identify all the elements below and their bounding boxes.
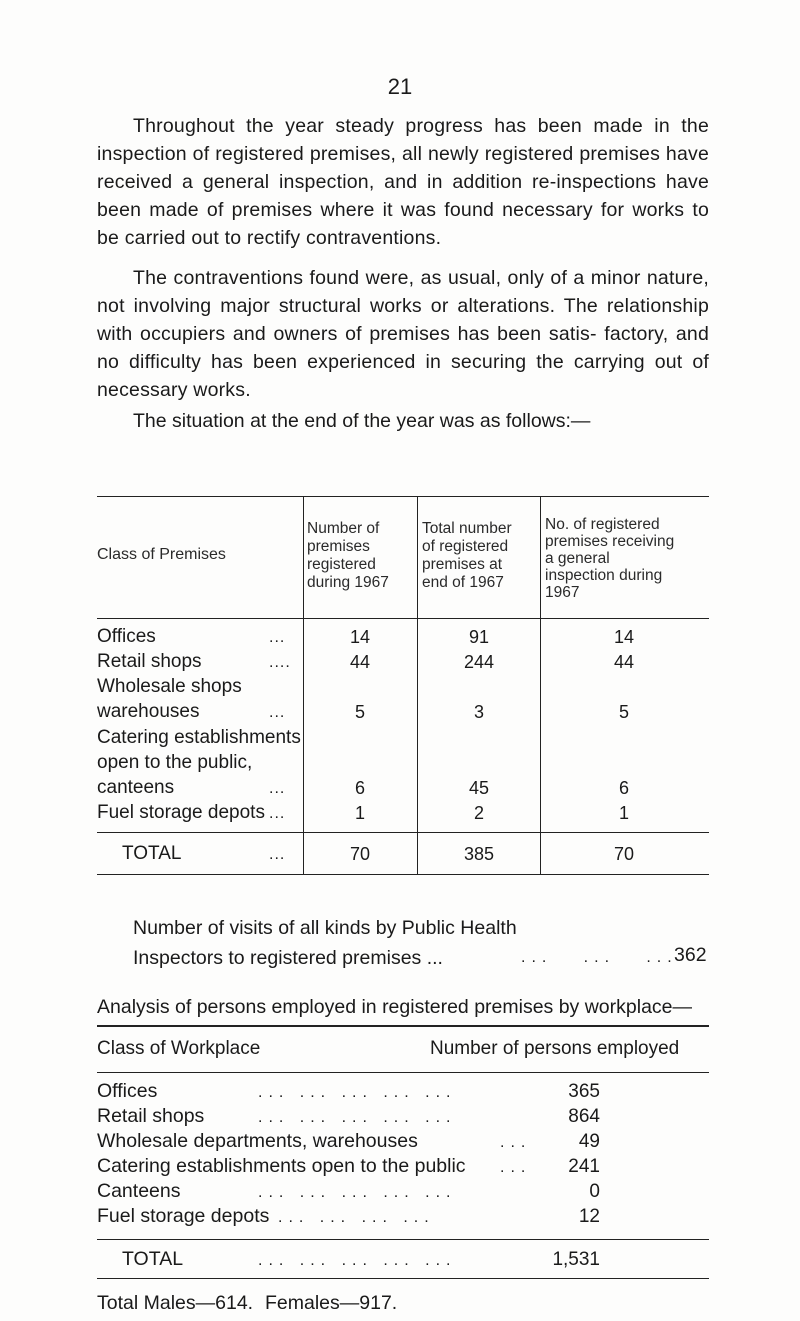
- paragraph-contraventions-text: The contraventions found were, as usual, only of a minor nature, not involving major structural works or alterations. The relationship with occupiers and owners of premises has been satis- factory, and no difficulty has been experienced in securing the carrying out of necessary works.: [97, 267, 709, 401]
- workplace-header-employed: Number of persons employed: [430, 1038, 680, 1059]
- header-total: Total number of registered premises at end of 1967: [422, 520, 512, 591]
- cell-registered: 6: [354, 778, 365, 798]
- total-total: 385: [463, 844, 495, 864]
- row-label: Wholesale departments, warehouses: [97, 1130, 418, 1152]
- cell-total: 45: [468, 778, 490, 798]
- row-label-cont: warehouses: [97, 701, 200, 722]
- total-label: TOTAL: [122, 1248, 184, 1270]
- premises-rule-header: [97, 618, 709, 619]
- premises-rule-bottom: [97, 874, 709, 875]
- row-label: Offices: [97, 626, 156, 647]
- row-value: 12: [578, 1206, 600, 1227]
- premises-vline-1: [303, 496, 304, 874]
- cell-inspected: 14: [613, 627, 635, 647]
- visits-line-2: Inspectors to registered premises ...: [133, 947, 443, 969]
- row-label: Catering establishments open to the public: [97, 1155, 466, 1177]
- cell-inspected: 5: [618, 702, 629, 722]
- workplace-rule-top: [97, 1025, 709, 1027]
- cell-registered: 5: [354, 702, 365, 722]
- paragraph-inspection: [97, 112, 709, 252]
- page-number: 21: [387, 74, 413, 99]
- visits-line-1: Number of visits of all kinds by Public Health: [133, 917, 517, 939]
- workplace-rule-header: [97, 1072, 709, 1073]
- row-value: 365: [568, 1081, 600, 1102]
- header-inspected: No. of registered premises receiving a general inspection during 1967: [545, 516, 675, 601]
- row-label-cont: open to the public,: [97, 752, 253, 773]
- cell-registered: 1: [354, 803, 365, 823]
- row-label: Retail shops: [97, 1105, 205, 1127]
- row-label: Canteens: [97, 1180, 181, 1202]
- workplace-rule-bottom: [97, 1278, 709, 1279]
- total-females: Females—917.: [265, 1292, 398, 1314]
- row-value: 241: [568, 1156, 600, 1177]
- cell-inspected: 44: [613, 652, 635, 672]
- premises-vline-3: [540, 496, 541, 874]
- row-label: Retail shops: [97, 651, 202, 672]
- cell-total: 3: [473, 702, 484, 722]
- workplace-rule-total: [97, 1239, 709, 1240]
- workplace-header-class: Class of Workplace: [97, 1038, 261, 1059]
- premises-rule-total: [97, 832, 709, 833]
- paragraph-inspection-text: Throughout the year steady progress has been made in the inspection of registered premises, all newly registered premises have received a general inspection, and in addition re-inspections have been made of premises where it was found necessary for works to be carried out to rectify contraventions.: [97, 115, 709, 249]
- premises-table: Class of Premises Number of premises registered during 1967 Total number of registered premises at end of 1967 No. of registered premises receiving a general inspection during 1967 Offices ... 14 91 14 Retail shops .... 44 244 44 Wholesale shops warehouses ... 5 3 5: [97, 496, 709, 896]
- paragraph-contraventions: [97, 264, 709, 404]
- cell-total: 2: [473, 803, 484, 823]
- row-value: 0: [589, 1181, 600, 1202]
- cell-inspected: 6: [618, 778, 629, 798]
- total-males: Total Males—614.: [97, 1292, 254, 1314]
- total-value: 1,531: [552, 1249, 600, 1270]
- total-registered: 70: [349, 844, 371, 864]
- row-label: Wholesale shops: [97, 676, 242, 697]
- row-label: Offices: [97, 1080, 158, 1102]
- premises-vline-2: [417, 496, 418, 874]
- row-label: Fuel storage depots: [97, 1205, 270, 1227]
- situation-intro: The situation at the end of the year was as follows:—: [133, 410, 591, 432]
- row-value: 49: [578, 1131, 600, 1152]
- cell-registered: 14: [349, 627, 371, 647]
- row-label-cont: canteens: [97, 777, 175, 798]
- cell-total: 244: [463, 652, 495, 672]
- analysis-intro: Analysis of persons employed in registered premises by workplace—: [97, 996, 693, 1018]
- header-registered: Number of premises registered during 1967: [307, 520, 389, 591]
- cell-registered: 44: [349, 652, 371, 672]
- visits-value: 362: [674, 944, 707, 966]
- row-value: 864: [568, 1106, 600, 1127]
- row-label: Catering establishments: [97, 727, 301, 748]
- cell-total: 91: [468, 627, 490, 647]
- total-label: TOTAL: [122, 843, 182, 864]
- cell-inspected: 1: [618, 803, 629, 823]
- premises-rule-top: [97, 496, 709, 497]
- total-inspected: 70: [613, 844, 635, 864]
- header-class: Class of Premises: [97, 546, 226, 563]
- row-label: Fuel storage depots: [97, 802, 265, 823]
